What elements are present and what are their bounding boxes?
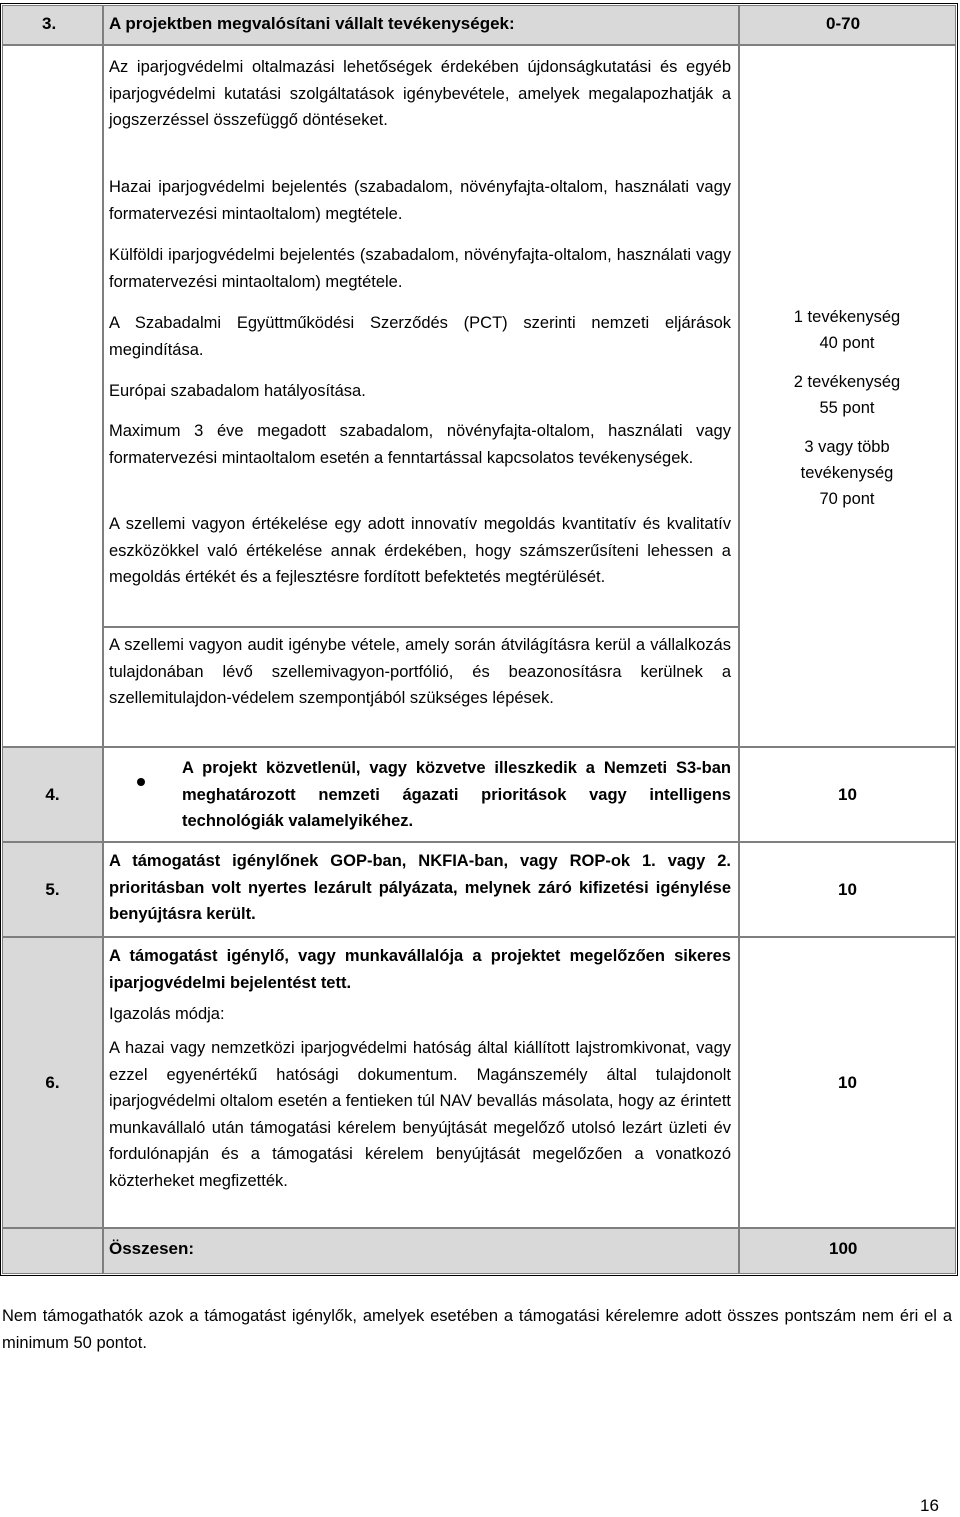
activity-2: Hazai iparjogvédelmi bejelentés (szabadalom, növényfajta-oltalom, használati vagy formatervezési mintaoltalom) megtétele. bbox=[109, 178, 731, 223]
row5-number: 5. bbox=[2, 842, 103, 937]
row6-proof-label: Igazolás módja: bbox=[109, 1005, 225, 1023]
header-title: A projektben megvalósítani vállalt tevékenységek: bbox=[109, 14, 515, 33]
score-three-label-a: 3 vagy több bbox=[804, 438, 890, 456]
score-one-label: 1 tevékenység bbox=[793, 308, 901, 326]
section3-number-cell bbox=[2, 45, 103, 747]
row6-score: 10 bbox=[739, 937, 956, 1228]
header-range: 0-70 bbox=[826, 14, 861, 33]
activity-5: Európai szabadalom hatályosítása. bbox=[109, 382, 366, 400]
score-three-points: 70 pont bbox=[819, 490, 875, 508]
page-number: 16 bbox=[920, 1496, 939, 1515]
row5-score: 10 bbox=[739, 842, 956, 937]
row4-text: A projekt közvetlenül, vagy közvetve illeszkedik a Nemzeti S3-ban meghatározott nemzeti ágazati prioritások vagy intelligens technológiák valamelyikéhez. bbox=[182, 759, 731, 830]
row5-text: A támogatást igénylőnek GOP-ban, NKFIA-ban, vagy ROP-ok 1. vagy 2. prioritásban volt nyertes lezárult pályázata, melynek záró kifizetési igénylése benyújtásra került. bbox=[109, 852, 731, 923]
score-two-points: 55 pont bbox=[819, 399, 875, 417]
score-one-points: 40 pont bbox=[819, 334, 875, 352]
activity-4: A Szabadalmi Együttműködési Szerződés (PCT) szerinti nemzeti eljárások megindítása. bbox=[109, 314, 731, 359]
bullet-icon bbox=[137, 778, 145, 786]
score-three-activities bbox=[740, 434, 954, 512]
footnote: Nem támogathatók azok a támogatást igénylők, amelyek esetében a támogatási kérelemre adott összes pontszám nem éri el a minimum 50 pontot. bbox=[2, 1307, 952, 1352]
activity-3: Külföldi iparjogvédelmi bejelentés (szabadalom, növényfajta-oltalom, használati vagy formatervezési mintaoltalom) megtétele. bbox=[109, 246, 731, 291]
score-one-activity bbox=[740, 304, 954, 356]
score-two-activities bbox=[740, 369, 954, 421]
total-label-cell bbox=[103, 1228, 739, 1274]
activity-6: Maximum 3 éve megadott szabadalom, növényfajta-oltalom, használati vagy formatervezési mintaoltalom esetén a fenntartással kapcsolatos tevékenységek. bbox=[109, 422, 731, 467]
activity-7: A szellemi vagyon értékelése egy adott innovatív megoldás kvantitatív és kvalitatív eszközökkel való értékelése annak érdekében, hogy számszerűsíteni lehessen a megoldás értékét és a fejlesztésre fordított befektetés megtérülését. bbox=[109, 515, 731, 586]
row6-proof-text: A hazai vagy nemzetközi iparjogvédelmi hatóság által kiállított lajstromkivonat, vagy ezzel egyenértékű hatósági dokumentum. Magánszemély által tulajdonolt iparjogvédelmi oltalom esetén a fentieken túl NAV bevallás másolata, hogy az érintett munkavállaló után támogatási kérelem benyújtását megelőző utolsó lezárt üzleti év fordulónapján és a támogatási kérelem benyújtását megelőzően a vonatkozó közterheket megfizették. bbox=[109, 1039, 731, 1190]
activity-1: Az iparjogvédelmi oltalmazási lehetőségek érdekében újdonságkutatási és egyéb iparjogvédelmi kutatási szolgáltatások igénybevétele, amelyek megalapozhatják a jogszerzéssel összefüggő döntéseket. bbox=[109, 58, 731, 129]
row6-text: A támogatást igénylő, vagy munkavállalója a projektet megelőzően sikeres iparjogvédelmi bejelentést tett. bbox=[109, 947, 731, 992]
header-number: 3. bbox=[42, 14, 57, 33]
row6-number: 6. bbox=[2, 937, 103, 1228]
total-number-cell bbox=[2, 1228, 103, 1274]
row4-score: 10 bbox=[739, 747, 956, 842]
score-two-label: 2 tevékenység bbox=[793, 373, 901, 391]
row4-number: 4. bbox=[2, 747, 103, 842]
total-label: Összesen: bbox=[109, 1239, 195, 1258]
score-three-label-b: tevékenység bbox=[800, 464, 894, 482]
activity-8: A szellemi vagyon audit igénybe vétele, amely során átvilágításra kerül a vállalkozás tulajdonában lévő szellemivagyon-portfólió, és beazonosításra kerülnek a szellemitulajdon-védelem szempontjából szükséges lépések. bbox=[109, 636, 731, 707]
total-value: 100 bbox=[829, 1239, 858, 1258]
